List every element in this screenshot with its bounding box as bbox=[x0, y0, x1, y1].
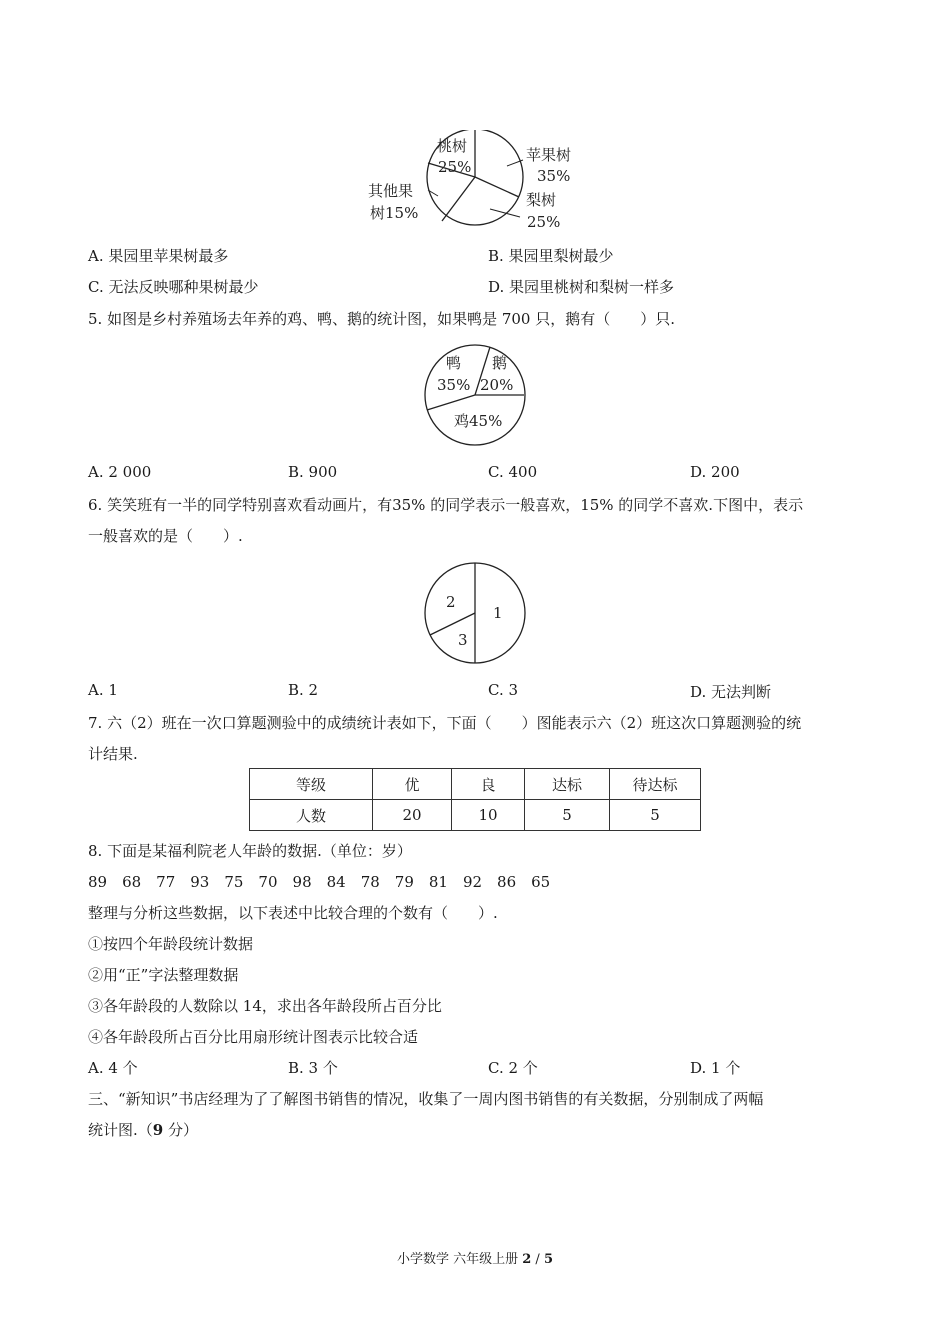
footer-total: 5 bbox=[543, 1252, 553, 1267]
q6-option-c: C. 3 bbox=[488, 681, 519, 699]
pear-value: 25% bbox=[527, 213, 561, 231]
section3-line1: 三、“新知识”书店经理为了了解图书销售的情况，收集了一周内图书销售的有关数据，分别制成了两幅 bbox=[88, 1090, 764, 1108]
section3-line2-tail: 分） bbox=[163, 1121, 198, 1139]
q4-option-b: B. 果园里梨树最少 bbox=[488, 247, 614, 265]
table-cell: 5 bbox=[610, 800, 701, 831]
q8-option-a: A. 4 个 bbox=[88, 1059, 138, 1077]
q6-option-a: A. 1 bbox=[88, 681, 118, 699]
table-row bbox=[250, 769, 701, 800]
table-cell: 优 bbox=[373, 769, 452, 800]
q7-stem-line1: 7. 六（2）班在一次口算题测验中的成绩统计表如下，下面（ ）图能表示六（2）班这次口算题测验的统 bbox=[88, 714, 802, 732]
q4-option-a: A. 果园里苹果树最多 bbox=[88, 247, 229, 265]
leader-line bbox=[490, 209, 520, 217]
footer-text: 小学数学 六年级上册 bbox=[396, 1252, 523, 1267]
q8-option-c: C. 2 个 bbox=[488, 1059, 538, 1077]
page-footer bbox=[0, 1248, 950, 1267]
q5-stem: 5. 如图是乡村养殖场去年养的鸡、鸭、鹅的统计图，如果鸭是 700 只，鹅有（ ）只. bbox=[88, 310, 676, 328]
pie-divider bbox=[442, 177, 475, 221]
footer-sep: / bbox=[531, 1252, 544, 1267]
q6-option-d: D. 无法判断 bbox=[690, 683, 772, 701]
q8-option-b: B. 3 个 bbox=[288, 1059, 338, 1077]
table-cell: 人数 bbox=[250, 800, 373, 831]
table-cell: 20 bbox=[373, 800, 452, 831]
q5-option-b: B. 900 bbox=[288, 463, 338, 481]
table-row bbox=[250, 800, 701, 831]
table-cell: 良 bbox=[452, 769, 525, 800]
table-cell: 等级 bbox=[250, 769, 373, 800]
section3-score: 9 bbox=[152, 1121, 164, 1139]
pie-divider bbox=[427, 395, 475, 410]
q8-stem: 8. 下面是某福利院老人年龄的数据.（单位：岁） bbox=[88, 842, 412, 860]
duck-label: 鸭 bbox=[446, 354, 462, 372]
grade-table bbox=[249, 768, 701, 831]
other-value: 树15% bbox=[370, 204, 419, 222]
sector-2-label: 2 bbox=[446, 593, 456, 611]
goose-value: 20% bbox=[480, 376, 514, 394]
q8-ages: 89 68 77 93 75 70 98 84 78 79 81 92 86 65 bbox=[88, 873, 551, 891]
goose-label: 鹅 bbox=[492, 354, 508, 372]
q6-option-b: B. 2 bbox=[288, 681, 319, 699]
pear-label: 梨树 bbox=[526, 191, 557, 209]
q6-stem-line2: 一般喜欢的是（ ）. bbox=[88, 527, 243, 545]
apple-label: 苹果树 bbox=[526, 146, 572, 164]
table-cell: 5 bbox=[525, 800, 610, 831]
q6-stem-line1: 6. 笑笑班有一半的同学特别喜欢看动画片，有35% 的同学表示一般喜欢，15% 的同学不喜欢.下图中，表示 bbox=[88, 496, 804, 514]
pie-divider bbox=[430, 613, 475, 635]
poultry-pie-chart bbox=[420, 340, 530, 450]
footer-page: 2 bbox=[522, 1252, 532, 1267]
table-cell: 达标 bbox=[525, 769, 610, 800]
fruit-tree-pie-chart bbox=[360, 130, 610, 235]
sector-3-label: 3 bbox=[458, 631, 468, 649]
q8-item-2: ②用“正”字法整理数据 bbox=[88, 966, 239, 984]
q8-item-4: ④各年龄段所占百分比用扇形统计图表示比较合适 bbox=[88, 1028, 419, 1046]
q8-option-d: D. 1 个 bbox=[690, 1059, 741, 1077]
chicken-label: 鸡45% bbox=[454, 412, 503, 430]
pie-divider bbox=[475, 177, 519, 197]
table-cell: 待达标 bbox=[610, 769, 701, 800]
section3-line2-text: 统计图.（ bbox=[88, 1121, 153, 1139]
other-label: 其他果 bbox=[368, 182, 414, 200]
q4-option-c: C. 无法反映哪种果树最少 bbox=[88, 278, 259, 296]
q5-option-a: A. 2 000 bbox=[88, 463, 152, 481]
q5-option-c: C. 400 bbox=[488, 463, 538, 481]
q8-item-3: ③各年龄段的人数除以 14，求出各年龄段所占百分比 bbox=[88, 997, 442, 1015]
liking-pie-chart bbox=[420, 558, 530, 668]
peach-value: 25% bbox=[438, 158, 472, 176]
peach-label: 桃树 bbox=[437, 137, 468, 155]
duck-value: 35% bbox=[437, 376, 471, 394]
q4-option-d: D. 果园里桃树和梨树一样多 bbox=[488, 278, 675, 296]
q5-option-d: D. 200 bbox=[690, 463, 740, 481]
section3-line2 bbox=[88, 1119, 198, 1140]
table-cell: 10 bbox=[452, 800, 525, 831]
sector-1-label: 1 bbox=[493, 604, 503, 622]
q8-question: 整理与分析这些数据，以下表述中比较合理的个数有（ ）. bbox=[88, 904, 498, 922]
q8-item-1: ①按四个年龄段统计数据 bbox=[88, 935, 254, 953]
q7-stem-line2: 计结果. bbox=[88, 745, 138, 763]
apple-value: 35% bbox=[537, 167, 571, 185]
